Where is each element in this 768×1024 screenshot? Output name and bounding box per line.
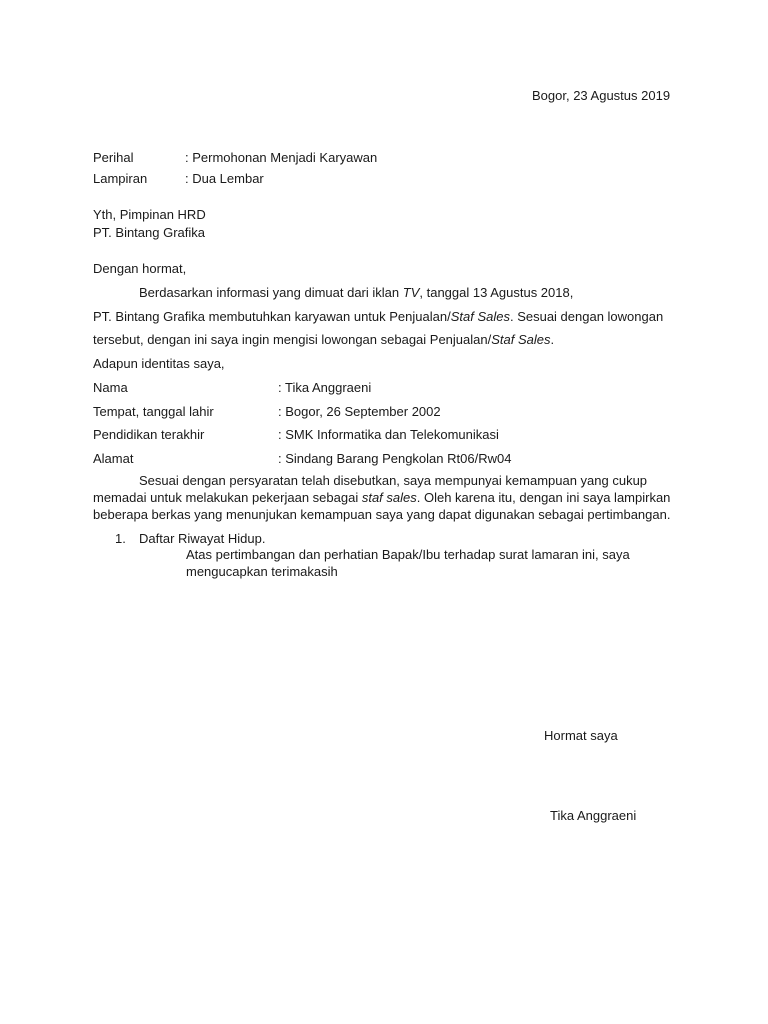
closing-line-1: Atas pertimbangan dan perhatian Bapak/Ibu terhadap surat lamaran ini, saya: [186, 547, 630, 562]
identity-value: : SMK Informatika dan Telekomunikasi: [278, 427, 499, 442]
list-number: 1.: [115, 531, 126, 546]
recipient-line: Yth, Pimpinan HRD: [93, 207, 206, 222]
paragraph-2-line-1: Sesuai dengan persyaratan telah disebutkan, saya mempunyai kemampuan yang cukup: [139, 473, 648, 488]
identity-value: : Tika Anggraeni: [278, 380, 372, 395]
paragraph-1-line-3: tersebut, dengan ini saya ingin mengisi lowongan sebagai Penjualan/Staf Sales.: [93, 332, 555, 347]
attachment-value: : Dua Lembar: [185, 171, 264, 186]
identity-label: Alamat: [93, 451, 134, 466]
identity-label: Pendidikan terakhir: [93, 427, 205, 442]
list-item: Daftar Riwayat Hidup.: [139, 531, 266, 546]
paragraph-1-line-1: Berdasarkan informasi yang dimuat dari iklan TV, tanggal 13 Agustus 2018,: [139, 285, 574, 300]
subject-value: : Permohonan Menjadi Karyawan: [185, 150, 378, 165]
identity-label: Nama: [93, 380, 128, 395]
signature-name: Tika Anggraeni: [550, 808, 637, 823]
greeting: Dengan hormat,: [93, 261, 187, 276]
closing-line-2: mengucapkan terimakasih: [186, 564, 338, 579]
sign-off: Hormat saya: [544, 728, 618, 743]
place-date: Bogor, 23 Agustus 2019: [532, 88, 671, 103]
paragraph-2-line-3: beberapa berkas yang menunjukan kemampuan saya yang dapat digunakan sebagai pertimbangan.: [93, 507, 671, 522]
identity-value: : Sindang Barang Pengkolan Rt06/Rw04: [278, 451, 512, 466]
identity-label: Tempat, tanggal lahir: [93, 404, 214, 419]
recipient-company: PT. Bintang Grafika: [93, 225, 205, 240]
identity-value: : Bogor, 26 September 2002: [278, 404, 441, 419]
paragraph-1-line-2: PT. Bintang Grafika membutuhkan karyawan untuk Penjualan/Staf Sales. Sesuai dengan lowongan: [93, 309, 664, 324]
paragraph-2-line-2: memadai untuk melakukan pekerjaan sebagai staf sales. Oleh karena itu, dengan ini saya lampirkan: [93, 490, 671, 505]
identity-intro: Adapun identitas saya,: [93, 356, 225, 371]
subject-label: Perihal: [93, 150, 134, 165]
attachment-label: Lampiran: [93, 171, 148, 186]
